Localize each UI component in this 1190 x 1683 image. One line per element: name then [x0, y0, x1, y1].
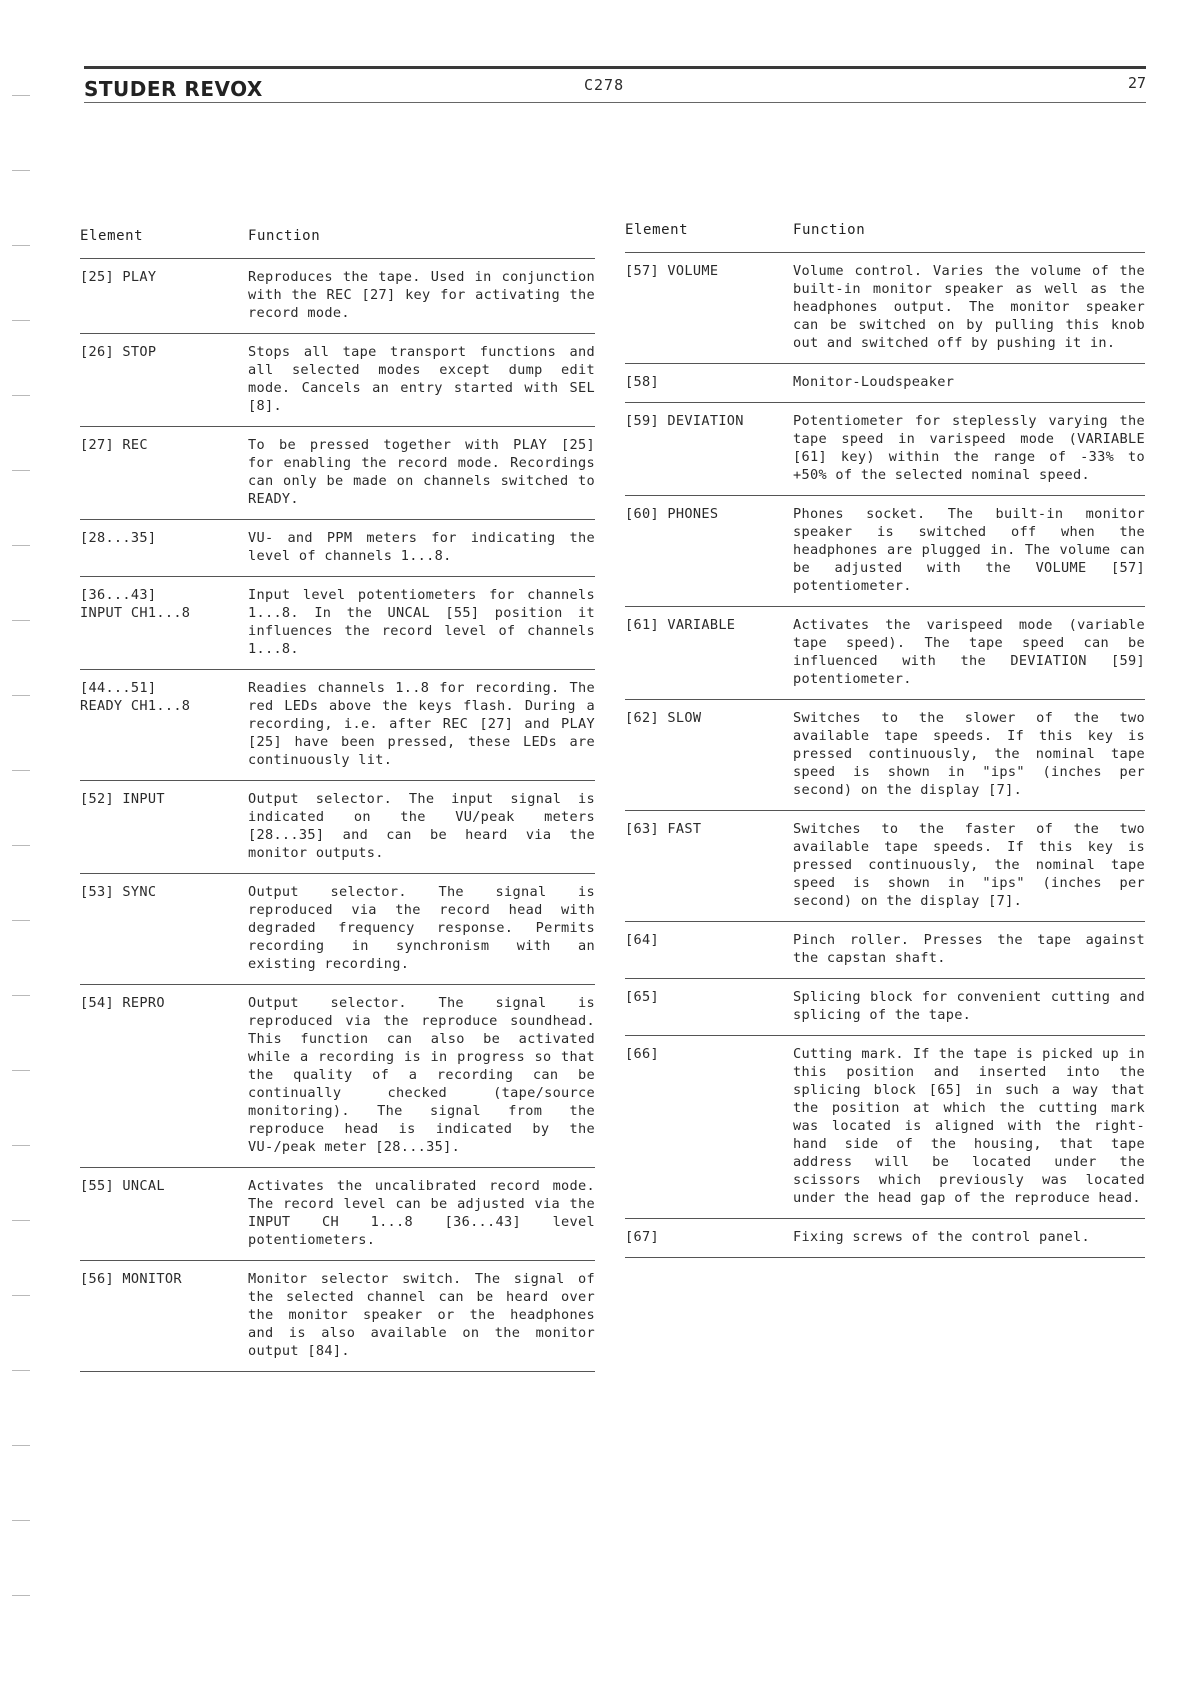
table-row	[80, 1261, 595, 1372]
function-cell: Stops all tape transport functions and all selected modes except dump edit mode. Cancels an entry started with SEL [8].	[248, 344, 595, 414]
element-id: [55] UNCAL	[80, 1178, 165, 1194]
function-cell: Volume control. Varies the volume of the built-in monitor speaker as well as the headphones output. The monitor speaker can be switched on by pulling this knob out and switched off by pushing it in.	[793, 263, 1145, 351]
table-row	[80, 874, 595, 985]
element-cell	[80, 1177, 248, 1249]
element-id: [66]	[625, 1046, 659, 1062]
element-name: READY CH1...8	[80, 698, 191, 714]
element-cell	[80, 343, 248, 415]
element-id: [64]	[625, 932, 659, 948]
right-column-table	[625, 222, 1145, 1258]
element-cell	[80, 436, 248, 508]
element-id: [36...43]	[80, 587, 157, 603]
function-cell: Switches to the faster of the two available tape speeds. If this key is pressed continuously, the nominal tape speed is shown in "ips" (inches per second) on the display [7].	[793, 821, 1145, 909]
element-id: [56] MONITOR	[80, 1271, 182, 1287]
element-cell	[625, 931, 793, 967]
function-cell: Activates the uncalibrated record mode. The record level can be adjusted via the INPUT CH 1...8 [36...43] level potentiometers.	[248, 1178, 595, 1248]
function-cell: Cutting mark. If the tape is picked up in this position and inserted into the splicing block [65] in such a way that the position at which the cutting mark was located is aligned with the right-hand side of the housing, that tape address will be located under the scissors which previously was located under the head gap of the reproduce head.	[793, 1046, 1145, 1206]
element-cell	[625, 1045, 793, 1207]
function-cell: Monitor selector switch. The signal of the selected channel can be heard over the monitor speaker or the headphones and is also available on the monitor output [84].	[248, 1271, 595, 1359]
element-heading: Element	[80, 228, 144, 244]
table-row	[625, 607, 1145, 700]
function-cell: VU- and PPM meters for indicating the level of channels 1...8.	[248, 530, 595, 564]
function-heading: Function	[248, 228, 321, 244]
table-row	[625, 253, 1145, 364]
function-cell: Readies channels 1..8 for recording. The red LEDs above the keys flash. During a recording, i.e. after REC [27] and PLAY [25] have been pressed, these LEDs are continuously lit.	[248, 680, 595, 768]
element-id: [53] SYNC	[80, 884, 157, 900]
function-heading: Function	[793, 222, 866, 238]
function-cell: Output selector. The signal is reproduced via the record head with degraded frequency response. Permits recording in synchronism with an existing recording.	[248, 884, 595, 972]
element-cell	[625, 616, 793, 688]
element-heading: Element	[625, 222, 689, 238]
element-id: [26] STOP	[80, 344, 157, 360]
element-id: [44...51]	[80, 680, 157, 696]
function-cell: Pinch roller. Presses the tape against the capstan shaft.	[793, 932, 1145, 966]
table-row	[80, 334, 595, 427]
left-column-table	[80, 228, 595, 1372]
table-header	[80, 228, 595, 259]
table-row	[625, 496, 1145, 607]
model-label: C278	[584, 76, 625, 94]
function-cell: Splicing block for convenient cutting and splicing of the tape.	[793, 989, 1145, 1023]
function-cell: Phones socket. The built-in monitor speaker is switched off when the headphones are plugged in. The volume can be adjusted with the VOLUME [57] potentiometer.	[793, 506, 1145, 594]
function-cell: Fixing screws of the control panel.	[793, 1229, 1090, 1245]
element-id: [61] VARIABLE	[625, 617, 736, 633]
function-cell: Input level potentiometers for channels 1...8. In the UNCAL [55] position it influences the record level of channels 1...8.	[248, 587, 595, 657]
table-row	[625, 1219, 1145, 1258]
element-id: [58]	[625, 374, 659, 390]
table-row	[625, 700, 1145, 811]
table-row	[80, 259, 595, 334]
element-id: [54] REPRO	[80, 995, 165, 1011]
element-cell	[625, 505, 793, 595]
table-row	[80, 985, 595, 1168]
table-row	[625, 811, 1145, 922]
header-rule-top	[84, 66, 1146, 69]
table-row	[625, 1036, 1145, 1219]
table-row	[80, 670, 595, 781]
function-cell: Potentiometer for steplessly varying the tape speed in varispeed mode (VARIABLE [61] key) within the range of -33% to +50% of the selected nominal speed.	[793, 413, 1145, 483]
element-cell	[80, 586, 248, 658]
element-name: INPUT CH1...8	[80, 605, 191, 621]
element-cell	[80, 268, 248, 322]
element-id: [27] REC	[80, 437, 148, 453]
element-cell	[80, 529, 248, 565]
function-cell: Output selector. The signal is reproduced via the reproduce soundhead. This function can also be activated while a recording is in progress so that the quality of a recording can be continually checked (tape/source monitoring). The signal from the reproduce head is indicated by the VU-/peak meter [28...35].	[248, 995, 595, 1155]
element-cell	[80, 883, 248, 973]
element-id: [59] DEVIATION	[625, 413, 744, 429]
element-id: [63] FAST	[625, 821, 702, 837]
element-id: [25] PLAY	[80, 269, 157, 285]
element-cell	[625, 988, 793, 1024]
function-cell: Switches to the slower of the two available tape speeds. If this key is pressed continuously, the nominal tape speed is shown in "ips" (inches per second) on the display [7].	[793, 710, 1145, 798]
element-cell	[625, 412, 793, 484]
element-id: [67]	[625, 1229, 659, 1245]
element-id: [62] SLOW	[625, 710, 702, 726]
page-number: 27	[1127, 74, 1146, 92]
function-cell: Monitor-Loudspeaker	[793, 374, 955, 390]
element-cell	[80, 790, 248, 862]
element-cell	[80, 679, 248, 769]
element-id: [28...35]	[80, 530, 157, 546]
element-cell	[625, 373, 793, 391]
element-id: [57] VOLUME	[625, 263, 719, 279]
table-row	[80, 577, 595, 670]
function-cell: Reproduces the tape. Used in conjunction with the REC [27] key for activating the record mode.	[248, 269, 595, 321]
table-row	[80, 427, 595, 520]
element-cell	[80, 994, 248, 1156]
element-cell	[625, 262, 793, 352]
table-header	[625, 222, 1145, 253]
page-header	[84, 66, 1146, 106]
table-row	[625, 364, 1145, 403]
function-cell: To be pressed together with PLAY [25] for enabling the record mode. Recordings can only be made on channels switched to READY.	[248, 437, 595, 507]
table-row	[80, 520, 595, 577]
table-row	[80, 1168, 595, 1261]
element-cell	[625, 1228, 793, 1246]
table-row	[625, 403, 1145, 496]
header-rule-bottom	[84, 102, 1146, 103]
element-cell	[625, 820, 793, 910]
element-id: [60] PHONES	[625, 506, 719, 522]
element-id: [65]	[625, 989, 659, 1005]
table-row	[625, 922, 1145, 979]
brand-logo: STUDER REVOX	[84, 77, 263, 101]
element-cell	[625, 709, 793, 799]
element-cell	[80, 1270, 248, 1360]
function-cell: Activates the varispeed mode (variable tape speed). The tape speed can be influenced with the DEVIATION [59] potentiometer.	[793, 617, 1145, 687]
table-row	[80, 781, 595, 874]
function-cell: Output selector. The input signal is indicated on the VU/peak meters [28...35] and can be heard via the monitor outputs.	[248, 791, 595, 861]
element-id: [52] INPUT	[80, 791, 165, 807]
margin-ticks	[12, 0, 32, 1683]
table-row	[625, 979, 1145, 1036]
